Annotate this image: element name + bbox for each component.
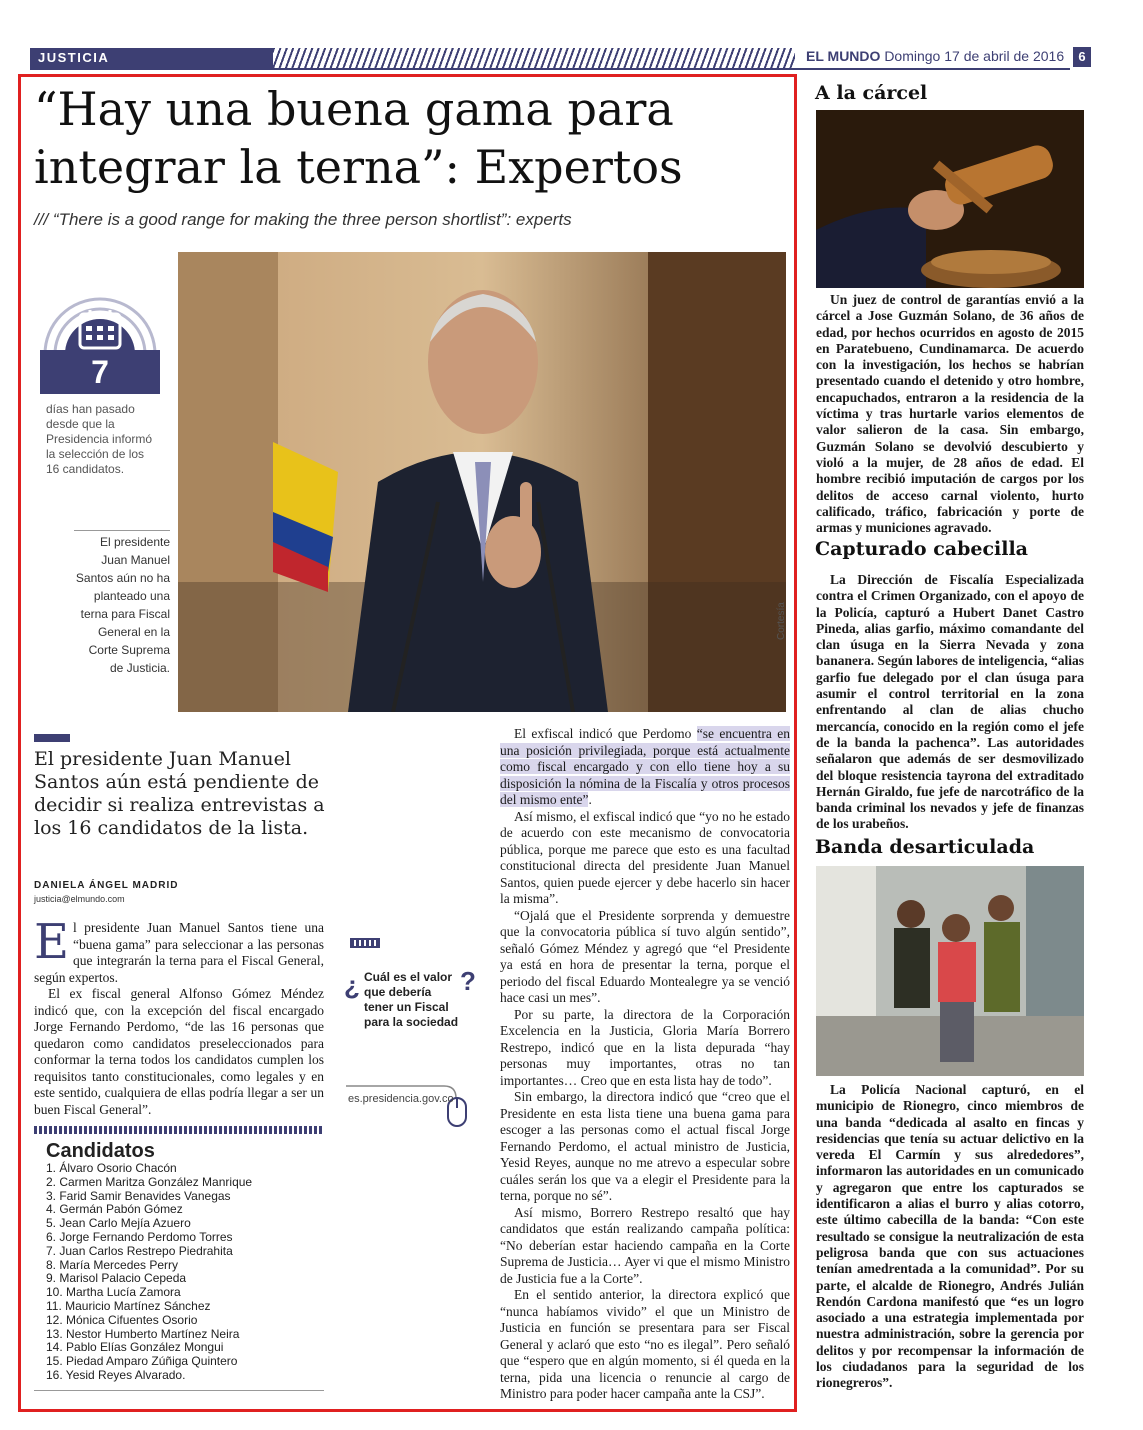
paragraph-text: l presidente Juan Manuel Santos tiene una “buena gama” para seleccionar a las personas que integrarán la terna para el Fiscal General, según expertos.: [34, 920, 324, 985]
list-item: 2. Carmen Maritza González Manrique: [46, 1174, 253, 1189]
badge-number: 7: [91, 354, 109, 390]
question-link-text[interactable]: es.presidencia.gov.co: [348, 1093, 454, 1105]
headline: [34, 80, 794, 196]
candidates-rule: [34, 1390, 324, 1391]
list-item: 14. Pablo Elías González Mongui: [46, 1340, 224, 1355]
author-email[interactable]: justicia@elmundo.com: [34, 894, 125, 904]
list-item: 10. Martha Lucía Zamora: [46, 1285, 181, 1300]
article-paragraph: Así mismo, Borrero Restrepo resaltó que hay candidatos que están realizando campaña política: “No deberían estar haciendo campaña en la Corte Suprema de Justicia… Ayer vi que el mismo Ministro de Justicia fue a la Corte”.: [500, 1204, 790, 1286]
list-item: 9. Marisol Palacio Cepeda: [46, 1271, 187, 1286]
sidebar-heading-banda: Banda desarticulada: [815, 836, 1035, 858]
article-paragraph: Así mismo, el exfiscal indicó que “yo no he estado de acuerdo con este mecanismo de convocatoria pública, porque me parece que esto es una facultad constitucional directa del presidente Juan Manuel Santos, quien puede ejercer y debe hacerlo sin hacer la misma”.: [500, 808, 790, 906]
list-item: 12. Mónica Cifuentes Osorio: [46, 1312, 198, 1327]
photo-caption: El presidente Juan Manuel Santos aún no ha planteado una terna para Fiscal General en la Corte Suprema de Justicia.: [74, 530, 170, 677]
subheadline-marker: ///: [34, 210, 49, 229]
list-item: 15. Piedad Amparo Zúñiga Quintero: [46, 1354, 238, 1369]
sidebar-paragraph: La Policía Nacional capturó, en el municipio de Rionegro, cinco miembros de una banda “dedicada al asalto en fincas y residencias que tenía su actuar delictivo en la vereda El Carmín y sus alrededores”, informaron las autoridades en un comunicado y agregaron que entre los capturados se identificaron a alias el burro y alias cotorro, este último cabecilla de la banda: “Con este resultado se consigue la neutralización de esta peligrosa banda que con sus actuaciones tenían amedrentada a la comunidad”. Por su parte, el alcalde de Rionegro, Andrés Julián Rendón Cardona manifestó que “es un logro asociado a una estrategia implementada por nuestra administración, sobre la gerencia por delitos y por recompensar la información de los ciudadanos para la seguridad de los rionegreros”.: [816, 1082, 1084, 1391]
question-link[interactable]: [348, 1092, 454, 1106]
drop-cap: E: [34, 914, 70, 970]
list-item: 4. Germán Pabón Gómez: [46, 1202, 183, 1217]
question-close-mark: ?: [460, 966, 476, 996]
sidebar-text-banda: [816, 1082, 1084, 1392]
issue-date: Domingo 17 de abril de 2016: [884, 48, 1065, 64]
sidebar-text-carcel: [816, 292, 1084, 536]
paragraph-text: .: [588, 792, 592, 807]
header-rule: [30, 68, 1070, 70]
list-item: 7. Juan Carlos Restrepo Piedrahita: [46, 1243, 233, 1258]
article-paragraph: [500, 726, 790, 809]
sidebar-heading-capturado: Capturado cabecilla: [815, 538, 1028, 560]
arrest-illustration: [816, 866, 1084, 1076]
list-item: 16. Yesid Reyes Alvarado.: [46, 1367, 186, 1382]
highlighted-quote: “se encuentra en una posición privilegiada, porque está actualmente como fiscal encargado y con ello tiene hoy a su disposición la nómina de la Fiscalía y otros procesos del mismo ente”: [500, 726, 790, 807]
headline-line-1: “Hay una buena gama para: [34, 82, 674, 136]
candidates-title: Candidatos: [46, 1140, 155, 1162]
byline: DANIELA ÁNGEL MADRID: [34, 880, 179, 891]
sidebar-paragraph: La Dirección de Fiscalía Especializada contra el Crimen Organizado, con el apoyo de la Policía, capturó a Hubert Danet Castro Pineda, alias garfio, máximo comandante del clan úsuga en la Sierra Nevada y zona bananera. Según labores de inteligencia, “alias garfio fue delegado por el clan úsuga para asumir el control territorial en la zona enfrentando al clan de alias chucho mercancía, conocido en la región como el jefe de la banda la pachenca”. Las autoridades señalaron que además de ser desmovilizado del bloque resistencia tayrona del extraditado Hernán Giraldo, fue jefe de narcotráfico de la banda criminal los nevados y jefe de finanzas de los urabeños.: [816, 572, 1084, 832]
list-item: 3. Farid Samir Benavides Vanegas: [46, 1188, 231, 1203]
gavel-photo: [816, 110, 1084, 288]
question-text: Cuál es el valor que debería tener un Fiscal para la sociedad: [364, 970, 459, 1029]
candidates-bar: [34, 1126, 324, 1134]
arrest-photo: [816, 866, 1084, 1076]
page-number: 6: [1073, 47, 1091, 67]
lead-marker: [34, 734, 70, 742]
paper-name: EL MUNDO: [806, 48, 881, 64]
article-paragraph: Sin embargo, la directora indicó que “creo que el Presidente en esta lista tiene una buena gama para escoger a las personas como el actual fiscal Jorge Fernando Perdomo, el actual ministro de Justicia, Yesid Reyes, aunque no me atrevo a especular sobre cuáles serán los que va a elegir el Presidente para la terna, porque no sé”.: [500, 1089, 790, 1203]
candidates-list: [46, 1162, 326, 1383]
article-paragraph: “Ojalá que el Presidente sorprenda y demuestre que la convocatoria pública sí tuvo algún sentido”, señaló Gómez Méndez y agregó que “el Presidente ya está en hora de presentar la terna, porque el periodo del fiscal Eduardo Montealegre ya se venció hace casi un mes”.: [500, 907, 790, 1005]
list-item: 8. María Mercedes Perry: [46, 1257, 179, 1272]
list-item: 11. Mauricio Martínez Sánchez: [46, 1298, 211, 1313]
gavel-illustration: [816, 110, 1084, 288]
lead-paragraph: El presidente Juan Manuel Santos aún está pendiente de decidir si realiza entrevistas a los 16 candidatos de la lista.: [34, 748, 325, 839]
question-open-mark: ¿: [344, 970, 360, 1000]
president-photo: [178, 252, 786, 712]
article-column-2: [500, 726, 790, 1403]
mouse-icon: [344, 1050, 472, 1130]
list-item: 13. Nestor Humberto Martínez Neira: [46, 1326, 240, 1341]
photo-credit: Cortesía: [776, 602, 787, 640]
article-paragraph: Por su parte, la directora de la Corporación Excelencia en la Justicia, Gloria María Borrero Restrepo, indicó que en la lista depurada “hay personas muy importantes, otras no tan importantes… Creo que en esta lista hay de todo”.: [500, 1006, 790, 1088]
article-paragraph: En el sentido anterior, la directora explicó que “nunca habíamos vivido” el que un Ministro de Justicia en función se presentara para ser Fiscal General y aclaró que esto “no es ilegal”. Pero señaló que “espero que en algún momento, si él queda en la terna, pida una licencia o renuncie al cargo de Ministro para poder hacer campaña ante la CSJ”.: [500, 1287, 790, 1401]
header-hatch: [190, 48, 795, 68]
badge-text: días han pasado desde que la Presidencia informó la selección de los 16 candidatos.: [46, 402, 153, 476]
list-item: 6. Jorge Fernando Perdomo Torres: [46, 1229, 233, 1244]
article-paragraph: [34, 914, 324, 986]
subheadline-text: “There is a good range for making the three person shortlist”: experts: [52, 210, 572, 229]
sidebar-heading-carcel: A la cárcel: [815, 82, 928, 104]
list-item: 5. Jean Carlo Mejía Azuero: [46, 1216, 191, 1231]
article-paragraph: El ex fiscal general Alfonso Gómez Méndez indicó que, con la excepción del fiscal encargado Jorge Fernando Perdomo, “de las 16 personas que quedaron como candidatos preseleccionados para conformar la terna todos los candidatos cumplen los requisitos tanto constitucionales, como legales y en este sentido, cualquiera de ellas podría llegar a ser un buen Fiscal General”.: [34, 986, 324, 1117]
bars-icon: [350, 938, 380, 948]
sidebar-paragraph: Un juez de control de garantías envió a la cárcel a Jose Guzmán Solano, de 36 años de edad, por hechos ocurridos en agosto de 2015 en Paratebueno, Cundinamarca. De acuerdo con la investigación, los hechos se habrían presentado cuando el detenido y otro hombre, encapuchados, entraron a la residencia de la víctima y tras hurtarle varios elementos de valor salieron de la casa. Sin embargo, Guzmán Solano se devolvió descubierto y violó a la mujer, de 28 años de edad. El hombre recibió imputación de cargos por los delitos de acceso carnal violento, hurto calificado, tráfico, fabricación y porte de armas y municiones agravado.: [816, 292, 1084, 536]
subheadline: [34, 210, 794, 230]
list-item: 1. Álvaro Osorio Chacón: [46, 1161, 177, 1175]
article-column-1: [34, 914, 324, 1118]
paragraph-text: El exfiscal indicó que Perdomo: [514, 726, 697, 741]
section-label: JUSTICIA: [30, 48, 273, 68]
president-photo-illustration: [178, 252, 786, 712]
sidebar-text-capturado: [816, 572, 1084, 833]
headline-line-2: integrar la terna”: Expertos: [34, 140, 683, 194]
masthead: [806, 48, 1064, 64]
